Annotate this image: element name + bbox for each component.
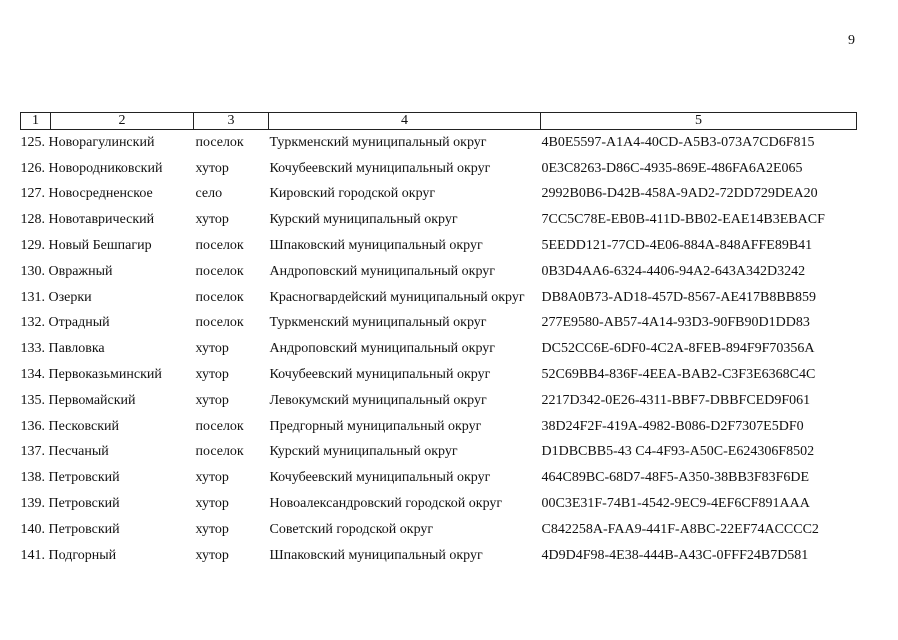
- settlement-type-cell: хутор: [195, 496, 229, 512]
- settlement-name-cell: 129. Новый Бешпагир: [20, 238, 152, 254]
- settlement-type-cell: хутор: [195, 212, 229, 228]
- district-cell: Кочубеевский муниципальный округ: [269, 367, 491, 383]
- district-cell: Андроповский муниципальный округ: [269, 341, 496, 357]
- district-cell: Курский муниципальный округ: [269, 444, 458, 460]
- district-cell: Кочубеевский муниципальный округ: [269, 160, 491, 176]
- table-header: [21, 113, 857, 130]
- settlement-type-cell: поселок: [195, 238, 244, 254]
- header-col-3: 3: [194, 113, 269, 130]
- guid-cell: 52C69BB4-836F-4EEA-BAB2-C3F3E6368C4C: [541, 367, 816, 383]
- guid-cell: DB8A0B73-AD18-457D-8567-AE417B8BB859: [541, 289, 817, 305]
- settlements-table: [20, 112, 857, 569]
- settlement-name-cell: 140. Петровский: [20, 521, 120, 537]
- settlement-name-cell: 141. Подгорный: [20, 547, 117, 563]
- settlement-name-cell: 136. Песковский: [20, 418, 120, 434]
- district-cell: Советский городской округ: [269, 521, 434, 537]
- district-cell: Кировский городской округ: [269, 186, 436, 202]
- guid-cell: 4D9D4F98-4E38-444B-A43C-0FFF24B7D581: [541, 547, 809, 563]
- header-col-1: 1: [21, 113, 51, 130]
- table-row: [21, 156, 857, 182]
- table-row: [21, 130, 857, 156]
- settlement-name-cell: 128. Новотаврический: [20, 212, 155, 228]
- table-row: [21, 259, 857, 285]
- district-cell: Левокумский муниципальный округ: [269, 392, 487, 408]
- table-row: [21, 207, 857, 233]
- table-row: [21, 543, 857, 569]
- table-row: [21, 517, 857, 543]
- district-cell: Новоалександровский городской округ: [269, 496, 503, 512]
- settlement-name-cell: 134. Первоказьминский: [20, 367, 162, 383]
- settlement-type-cell: хутор: [195, 470, 229, 486]
- settlement-name-cell: 127. Новосредненское: [20, 186, 153, 202]
- settlement-type-cell: хутор: [195, 392, 229, 408]
- settlement-name-cell: 130. Овражный: [20, 263, 113, 279]
- page-number: 9: [848, 33, 855, 48]
- header-col-2: 2: [51, 113, 194, 130]
- guid-cell: DC52CC6E-6DF0-4C2A-8FEB-894F9F70356A: [541, 341, 815, 357]
- guid-cell: 7CC5C78E-EB0B-411D-BB02-EAE14B3EBACF: [541, 212, 825, 228]
- header-row: [21, 113, 857, 130]
- guid-cell: 38D24F2F-419A-4982-B086-D2F7307E5DF0: [541, 418, 804, 434]
- district-cell: Туркменский муниципальный округ: [269, 315, 487, 331]
- guid-cell: 4B0E5597-A1A4-40CD-A5B3-073A7CD6F815: [541, 134, 815, 150]
- guid-cell: 277E9580-AB57-4A14-93D3-90FB90D1DD83: [541, 315, 810, 331]
- settlement-type-cell: хутор: [195, 547, 229, 563]
- settlement-type-cell: поселок: [195, 263, 244, 279]
- settlement-name-cell: 138. Петровский: [20, 470, 120, 486]
- guid-cell: C842258A-FAA9-441F-A8BC-22EF74ACCCC2: [541, 521, 819, 537]
- guid-cell: 5EEDD121-77CD-4E06-884A-848AFFE89B41: [541, 238, 813, 254]
- settlement-type-cell: хутор: [195, 160, 229, 176]
- settlement-name-cell: 139. Петровский: [20, 496, 120, 512]
- guid-cell: 2217D342-0E26-4311-BBF7-DBBFCED9F061: [541, 392, 811, 408]
- table-row: [21, 182, 857, 208]
- settlement-name-cell: 133. Павловка: [20, 341, 105, 357]
- table-row: [21, 233, 857, 259]
- table-row: [21, 414, 857, 440]
- guid-cell: 0E3C8263-D86C-4935-869E-486FA6A2E065: [541, 160, 803, 176]
- settlement-type-cell: поселок: [195, 289, 244, 305]
- district-cell: Туркменский муниципальный округ: [269, 134, 487, 150]
- table-row: [21, 491, 857, 517]
- settlement-type-cell: хутор: [195, 367, 229, 383]
- district-cell: Курский муниципальный округ: [269, 212, 458, 228]
- district-cell: Андроповский муниципальный округ: [269, 263, 496, 279]
- settlement-type-cell: поселок: [195, 418, 244, 434]
- settlement-name-cell: 131. Озерки: [20, 289, 92, 305]
- settlement-type-cell: поселок: [195, 315, 244, 331]
- district-cell: Шпаковский муниципальный округ: [269, 547, 483, 563]
- settlement-type-cell: хутор: [195, 341, 229, 357]
- settlement-type-cell: село: [195, 186, 223, 202]
- district-cell: Шпаковский муниципальный округ: [269, 238, 483, 254]
- table-row: [21, 285, 857, 311]
- settlement-name-cell: 135. Первомайский: [20, 392, 136, 408]
- table-row: [21, 311, 857, 337]
- guid-cell: 00C3E31F-74B1-4542-9EC9-4EF6CF891AAA: [541, 496, 810, 512]
- header-col-5: 5: [541, 113, 857, 130]
- header-col-4: 4: [269, 113, 541, 130]
- settlement-type-cell: поселок: [195, 134, 244, 150]
- settlement-type-cell: хутор: [195, 521, 229, 537]
- settlement-name-cell: 137. Песчаный: [20, 444, 109, 460]
- district-cell: Кочубеевский муниципальный округ: [269, 470, 491, 486]
- table-row: [21, 388, 857, 414]
- settlement-type-cell: поселок: [195, 444, 244, 460]
- table-row: [21, 465, 857, 491]
- table-body: [21, 130, 857, 569]
- guid-cell: 0B3D4AA6-6324-4406-94A2-643A342D3242: [541, 263, 806, 279]
- district-cell: Предгорный муниципальный округ: [269, 418, 482, 434]
- district-cell: Красногвардейский муниципальный округ: [269, 289, 525, 305]
- table-row: [21, 362, 857, 388]
- guid-cell: 2992B0B6-D42B-458A-9AD2-72DD729DEA20: [541, 186, 818, 202]
- settlement-name-cell: 125. Новорагулинский: [20, 134, 155, 150]
- settlement-name-cell: 126. Новородниковский: [20, 160, 163, 176]
- table-row: [21, 440, 857, 466]
- guid-cell: 464C89BC-68D7-48F5-A350-38BB3F83F6DE: [541, 470, 810, 486]
- settlement-name-cell: 132. Отрадный: [20, 315, 110, 331]
- table-row: [21, 336, 857, 362]
- guid-cell: D1DBCBB5-43 C4-4F93-A50C-E624306F8502: [541, 444, 815, 460]
